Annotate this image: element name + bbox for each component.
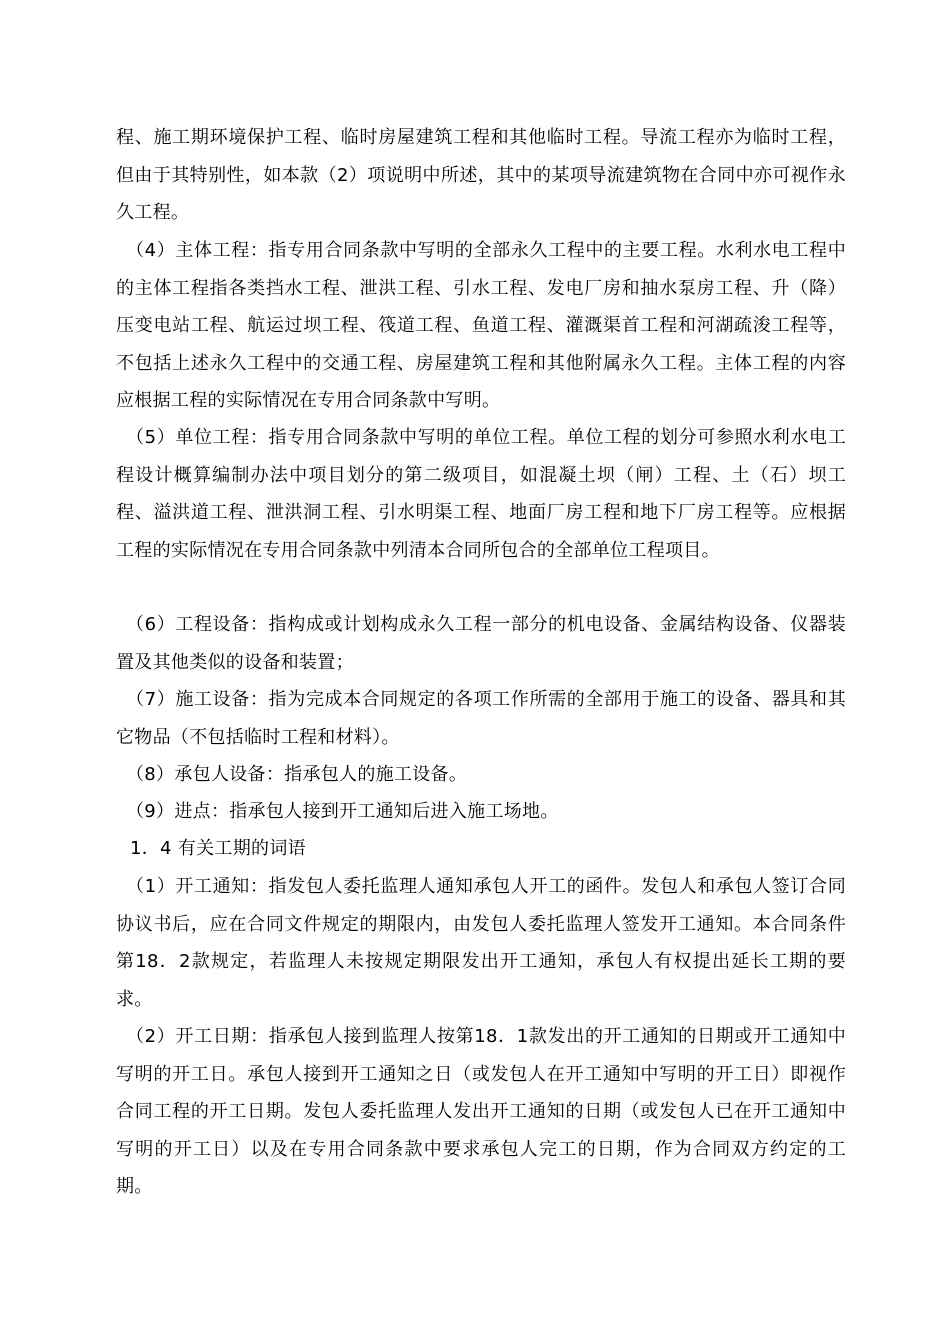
paragraph-engineering-equipment: （6）工程设备：指构成或计划构成永久工程一部分的机电设备、金属结构设备、仪器装置及其他类似的设备和装置； <box>116 614 846 673</box>
section-heading-duration-terms: 1．4 有关工期的词语 <box>130 838 306 859</box>
paragraph-main-works: （4）主体工程：指专用合同条款中写明的全部永久工程中的主要工程。水利水电工程中的主体工程指各类挡水工程、泄洪工程、引水工程、发电厂房和抽水泵房工程、升（降）压变电站工程、航运过坝工程、筏道工程、鱼道工程、灌溉渠首工程和河湖疏浚工程等，不包括上述永久工程中的交通工程、房屋建筑工程和其他附属永久工程。主体工程的内容应根据工程的实际情况在专用合同条款中写明。 <box>116 240 846 411</box>
paragraph-commencement-notice: （1）开工通知：指发包人委托监理人通知承包人开工的函件。发包人和承包人签订合同协议书后，应在合同文件规定的期限内，由发包人委托监理人签发开工通知。本合同条件第18．2款规定，若监理人未按规定期限发出开工通知，承包人有权提出延长工期的要求。 <box>116 876 846 1010</box>
paragraph-temporary-works: 程、施工期环境保护工程、临时房屋建筑工程和其他临时工程。导流工程亦为临时工程，但由于其特别性，如本款（2）项说明中所述，其中的某项导流建筑物在合同中亦可视作永久工程。 <box>116 127 846 223</box>
paragraph-unit-works: （5）单位工程：指专用合同条款中写明的单位工程。单位工程的划分可参照水利水电工程设计概算编制办法中项目划分的第二级项目，如混凝土坝（闸）工程、土（石）坝工程、溢洪道工程、泄洪洞工程、引水明渠工程、地面厂房工程和地下厂房工程等。应根据工程的实际情况在专用合同条款中列清本合同所包合的全部单位工程项目。 <box>116 427 846 561</box>
paragraph-construction-equipment: （7）施工设备：指为完成本合同规定的各项工作所需的全部用于施工的设备、器具和其它物品（不包括临时工程和材料）。 <box>116 689 846 748</box>
paragraph-commencement-date: （2）开工日期：指承包人接到监理人按第18．1款发出的开工通知的日期或开工通知中写明的开工日。承包人接到开工通知之日（或发包人在开工通知中写明的开工日）即视作合同工程的开工日期。发包人委托监理人发出开工通知的日期（或发包人已在开工通知中写明的开工日）以及在专用合同条款中要求承包人完工的日期，作为合同双方约定的工期。 <box>116 1026 846 1197</box>
paragraph-contractor-equipment: （8）承包人设备：指承包人的施工设备。 <box>126 764 468 785</box>
paragraph-entry: （9）进点：指承包人接到开工通知后进入施工场地。 <box>126 801 559 822</box>
